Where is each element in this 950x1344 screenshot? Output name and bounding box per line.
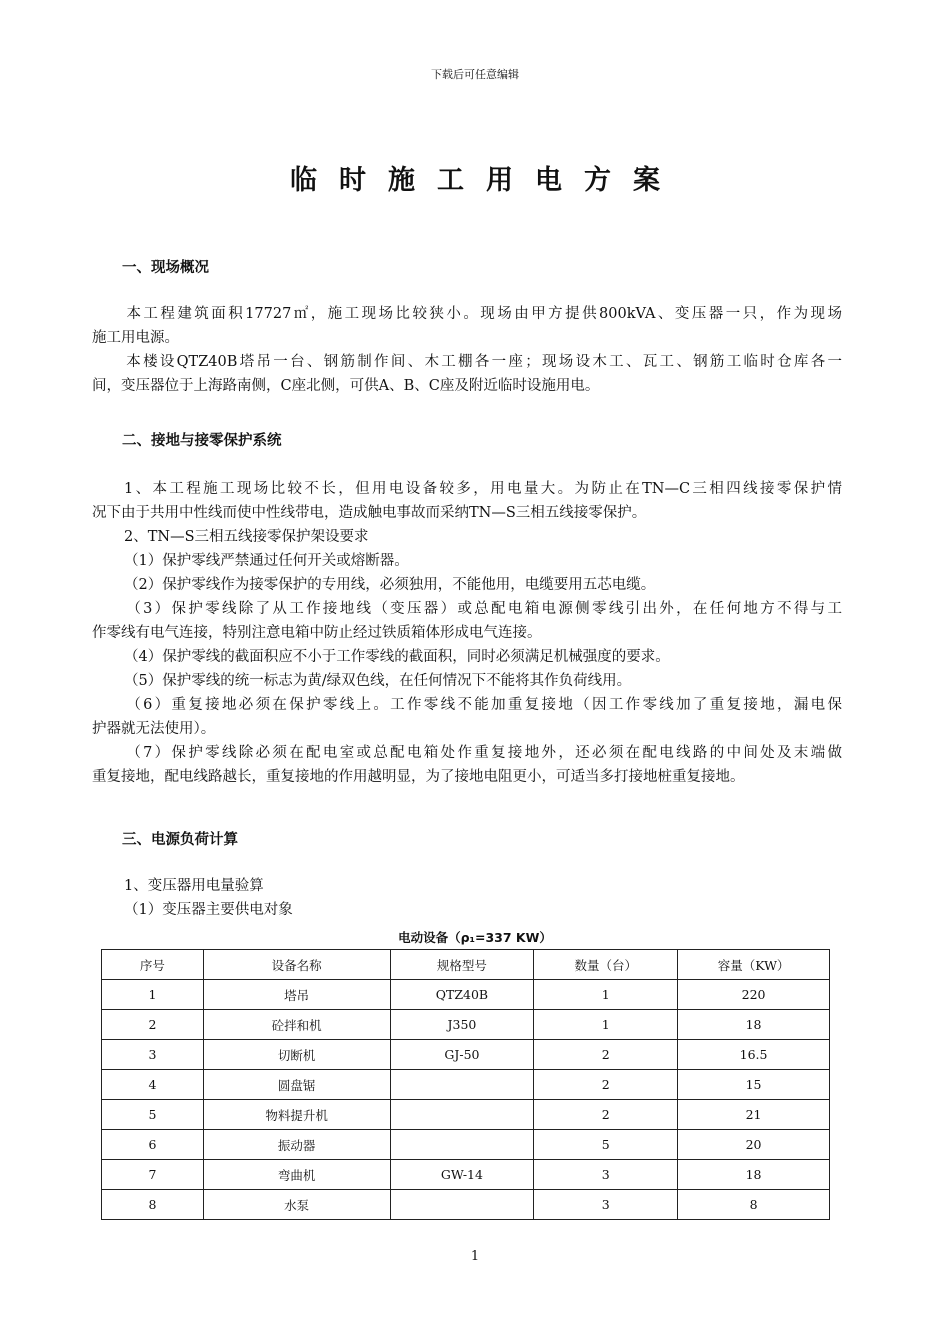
table-caption: 电动设备（ρ₁=337 KW） (398, 930, 552, 945)
s2-p2: 2、TN—S三相五线接零保护架设要求 (124, 529, 369, 545)
cell-qty: 2 (534, 1070, 678, 1100)
s2-item-7-line2: 重复接地，配电线路越长，重复接地的作用越明显，为了接地电阻更小，可适当多打接地桩重复接地。 (92, 769, 745, 785)
cell-seq: 1 (102, 980, 204, 1010)
s3-p2: （1）变压器主要供电对象 (124, 902, 293, 918)
s2-item-3-line1: （3）保护零线除了从工作接地线（变压器）或总配电箱电源侧零线引出外，在任何地方不得与工 (124, 601, 842, 617)
table-row (102, 1130, 830, 1160)
s2-item-4: （4）保护零线的截面积应不小于工作零线的截面积，同时必须满足机械强度的要求。 (124, 649, 670, 665)
section-3-body (92, 874, 842, 922)
cell-qty: 5 (534, 1130, 678, 1160)
cell-model (390, 1130, 534, 1160)
s2-item-6-line2: 护器就无法使用）。 (92, 721, 216, 737)
cell-capacity: 16.5 (678, 1040, 830, 1070)
cell-name: 塔吊 (203, 980, 390, 1010)
cell-model: J350 (390, 1010, 534, 1040)
cell-name: 圆盘锯 (203, 1070, 390, 1100)
cell-qty: 3 (534, 1190, 678, 1220)
cell-name: 振动器 (203, 1130, 390, 1160)
cell-name: 切断机 (203, 1040, 390, 1070)
cell-seq: 3 (102, 1040, 204, 1070)
s1-p1-line2: 施工用电源。 (92, 330, 179, 346)
header-capacity: 容量（KW） (678, 950, 830, 980)
document-title: 临时施工用电方案 (290, 165, 682, 196)
cell-qty: 2 (534, 1100, 678, 1130)
cell-model: QTZ40B (390, 980, 534, 1010)
cell-model (390, 1100, 534, 1130)
s2-item-6-line1: （6）重复接地必须在保护零线上。工作零线不能加重复接地（因工作零线加了重复接地，漏电保 (124, 697, 842, 713)
cell-seq: 5 (102, 1100, 204, 1130)
cell-capacity: 8 (678, 1190, 830, 1220)
section-3-heading: 三、电源负荷计算 (122, 832, 238, 848)
cell-capacity: 21 (678, 1100, 830, 1130)
s2-p1-line1: 1、本工程施工现场比较不长，但用电设备较多，用电量大。为防止在TN—C三相四线接零保护情 (124, 481, 842, 497)
cell-capacity: 18 (678, 1010, 830, 1040)
section-1-heading: 一、现场概况 (122, 260, 209, 276)
table-header-row (102, 950, 830, 980)
header-seq: 序号 (102, 950, 204, 980)
cell-capacity: 18 (678, 1160, 830, 1190)
cell-seq: 7 (102, 1160, 204, 1190)
cell-capacity: 220 (678, 980, 830, 1010)
s3-p1: 1、变压器用电量验算 (124, 878, 264, 894)
s1-p2-line2: 间，变压器位于上海路南侧，C座北侧，可供A、B、C座及附近临时设施用电。 (92, 378, 600, 394)
s2-item-2: （2）保护零线作为接零保护的专用线，必须独用，不能他用，电缆要用五芯电缆。 (124, 577, 656, 593)
header-model: 规格型号 (390, 950, 534, 980)
page-number: 1 (470, 1249, 480, 1264)
table-row (102, 1190, 830, 1220)
cell-seq: 4 (102, 1070, 204, 1100)
s1-p2-line1: 本楼设QTZ40B塔吊一台、钢筋制作间、木工棚各一座；现场设木工、瓦工、钢筋工临时仓库各一 (124, 354, 842, 370)
equipment-table (101, 949, 830, 1220)
cell-name: 水泵 (203, 1190, 390, 1220)
cell-qty: 2 (534, 1040, 678, 1070)
s2-item-1: （1）保护零线严禁通过任何开关或熔断器。 (124, 553, 409, 569)
section-1-body (92, 302, 842, 398)
cell-qty: 1 (534, 980, 678, 1010)
table-row (102, 1010, 830, 1040)
cell-qty: 1 (534, 1010, 678, 1040)
cell-name: 弯曲机 (203, 1160, 390, 1190)
cell-qty: 3 (534, 1160, 678, 1190)
s2-p1-line2: 况下由于共用中性线而使中性线带电，造成触电事故而采纳TN—S三相五线接零保护。 (92, 505, 647, 521)
s2-item-7-line1: （7）保护零线除必须在配电室或总配电箱处作重复接地外，还必须在配电线路的中间处及末端做 (124, 745, 842, 761)
table-row (102, 980, 830, 1010)
header-note: 下载后可任意编辑 (431, 68, 519, 81)
s2-item-3-line2: 作零线有电气连接，特别注意电箱中防止经过铁质箱体形成电气连接。 (92, 625, 542, 641)
cell-capacity: 20 (678, 1130, 830, 1160)
s1-p1-line1: 本工程建筑面积17727㎡，施工现场比较狭小。现场由甲方提供800kVA、变压器一只，作为现场 (124, 306, 842, 322)
cell-seq: 2 (102, 1010, 204, 1040)
cell-model: GJ-50 (390, 1040, 534, 1070)
header-qty: 数量（台） (534, 950, 678, 980)
section-2-heading: 二、接地与接零保护系统 (122, 433, 282, 449)
cell-model (390, 1190, 534, 1220)
header-name: 设备名称 (203, 950, 390, 980)
cell-name: 砼拌和机 (203, 1010, 390, 1040)
cell-name: 物料提升机 (203, 1100, 390, 1130)
table-row (102, 1100, 830, 1130)
cell-model: GW-14 (390, 1160, 534, 1190)
s2-item-5: （5）保护零线的统一标志为黄/绿双色线，在任何情况下不能将其作负荷线用。 (124, 673, 632, 689)
cell-capacity: 15 (678, 1070, 830, 1100)
table-row (102, 1040, 830, 1070)
section-2-body (92, 477, 842, 789)
table-row (102, 1160, 830, 1190)
cell-model (390, 1070, 534, 1100)
table-row (102, 1070, 830, 1100)
cell-seq: 8 (102, 1190, 204, 1220)
cell-seq: 6 (102, 1130, 204, 1160)
